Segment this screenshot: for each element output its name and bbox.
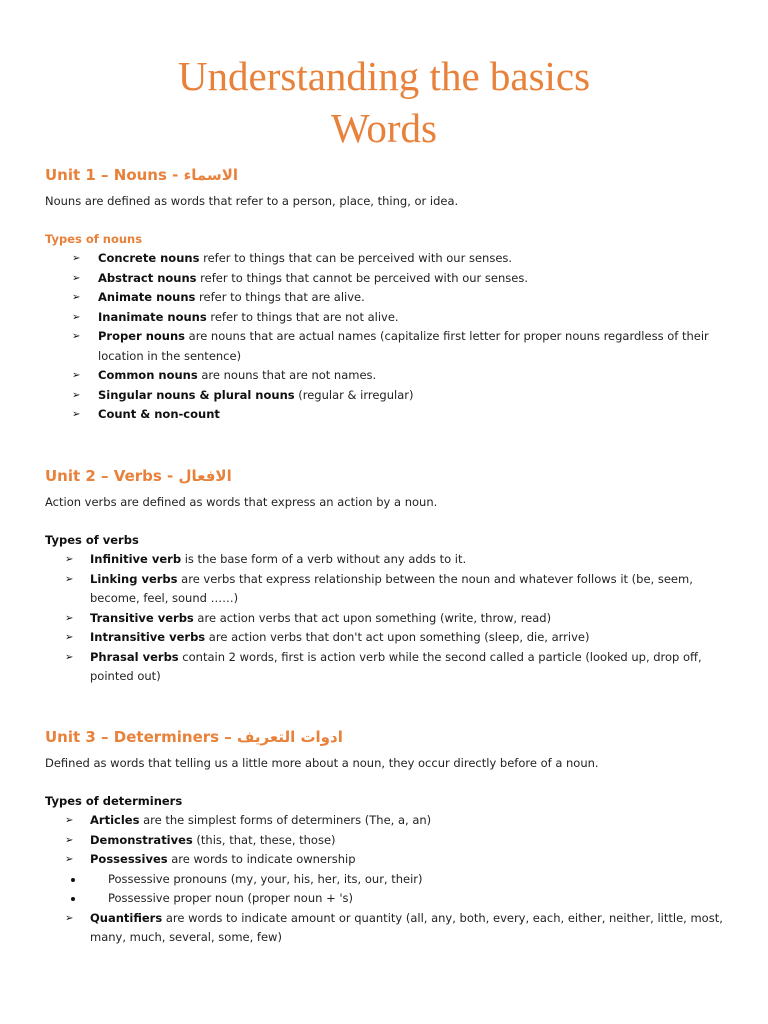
unit-3-description: Defined as words that telling us a little more about a noun, they occur directly before of a noun. [45, 756, 599, 770]
page-title [0, 0, 768, 154]
arrow-bullet-icon: ➢ [72, 253, 81, 264]
arrow-bullet-icon: ➢ [65, 854, 74, 865]
list-item [45, 811, 723, 831]
arrow-bullet-icon: ➢ [72, 389, 81, 401]
unit-2-heading: Unit 2 – Verbs - الافعال [45, 467, 232, 485]
list-item [45, 831, 723, 851]
item-text: are verbs that express relationship between the noun and whatever follows it (be, seem, become, feel, sound ……) [90, 571, 693, 605]
unit-3-section [45, 727, 723, 948]
arrow-bullet-icon: ➢ [65, 612, 74, 624]
list-item [45, 308, 723, 328]
item-text: refer to things that are alive. [195, 290, 365, 304]
unit-1-heading: Unit 1 – Nouns - الاسماء [45, 166, 239, 184]
item-term: Phrasal verbs [90, 649, 179, 664]
arrow-bullet-icon: ➢ [65, 912, 74, 924]
item-term: Infinitive verb [90, 552, 182, 566]
list-item [45, 648, 723, 687]
arrow-bullet-icon: ➢ [72, 292, 81, 303]
item-term: Articles [90, 813, 140, 827]
unit-1-section [45, 165, 723, 425]
item-term: Intransitive verbs [90, 630, 206, 644]
item-term: Linking verbs [90, 571, 178, 586]
item-term: Quantifiers [90, 910, 163, 925]
item-text: refer to things that can be perceived with our senses. [199, 251, 513, 265]
item-text: are action verbs that don't act upon something (sleep, die, arrive) [205, 630, 590, 644]
item-text: (this, that, these, those) [192, 832, 336, 847]
item-text: are nouns that are actual names (capitalize first letter for proper nouns regardless of their location in the sentence) [98, 329, 709, 363]
list-item [45, 405, 723, 425]
unit-3-heading: Unit 3 – Determiners – ادوات التعريف [45, 728, 343, 746]
item-term: Singular nouns & plural nouns [98, 387, 295, 402]
list-item [45, 386, 723, 406]
arrow-bullet-icon: ➢ [72, 331, 81, 342]
item-term: Possessives [90, 852, 168, 866]
arrow-bullet-icon: ➢ [65, 834, 74, 846]
sub-list-item [45, 870, 723, 890]
list-item [45, 288, 723, 308]
unit-1-description: Nouns are defined as words that refer to a person, place, thing, or idea. [45, 194, 459, 208]
list-item [45, 909, 723, 948]
item-term: Proper nouns [98, 329, 186, 343]
item-term: Concrete nouns [98, 251, 200, 265]
arrow-bullet-icon: ➢ [65, 632, 74, 643]
arrow-bullet-icon: ➢ [65, 651, 74, 663]
arrow-bullet-icon: ➢ [72, 272, 81, 284]
list-item [45, 249, 723, 269]
title-line-2: Words [330, 105, 438, 151]
unit-2-section [45, 466, 723, 687]
arrow-bullet-icon: ➢ [72, 370, 81, 381]
item-text: refer to things that cannot be perceived with our senses. [196, 270, 528, 285]
arrow-bullet-icon: ➢ [72, 311, 81, 323]
list-item [45, 570, 723, 609]
item-term: Animate nouns [98, 290, 196, 304]
item-term: Abstract nouns [98, 270, 197, 285]
unit-1-types-label: Types of nouns [45, 232, 143, 246]
item-text: are nouns that are not names. [197, 368, 377, 382]
list-item [45, 609, 723, 629]
unit-3-list [45, 811, 723, 948]
list-item [45, 269, 723, 289]
list-item [45, 550, 723, 570]
arrow-bullet-icon: ➢ [65, 815, 74, 826]
list-item [45, 327, 723, 366]
unit-3-types-label: Types of determiners [45, 794, 183, 808]
item-term: Demonstratives [90, 832, 193, 847]
unit-2-types-label: Types of verbs [45, 533, 139, 547]
arrow-bullet-icon: ➢ [65, 554, 74, 565]
unit-1-list [45, 249, 723, 425]
item-term: Count & non-count [98, 407, 220, 421]
item-text: are action verbs that act upon something (write, throw, read) [193, 610, 552, 625]
list-item [45, 628, 723, 648]
item-term: Inanimate nouns [98, 309, 207, 324]
item-text: refer to things that are not alive. [206, 309, 399, 324]
arrow-bullet-icon: ➢ [65, 573, 74, 585]
item-text: is the base form of a verb without any adds to it. [181, 552, 467, 566]
unit-2-list [45, 550, 723, 687]
item-text: are the simplest forms of determiners (The, a, an) [139, 813, 432, 827]
item-text: contain 2 words, first is action verb while the second called a particle (looked up, drop off, pointed out) [90, 649, 702, 683]
item-text: (regular & irregular) [294, 387, 414, 402]
item-text: are words to indicate amount or quantity (all, any, both, every, each, either, neither, little, most, many, much, several, some, few) [90, 910, 723, 944]
item-text: are words to indicate ownership [167, 852, 356, 866]
list-item [45, 850, 723, 909]
title-line-1: Understanding the basics [177, 53, 591, 99]
item-term: Common nouns [98, 368, 198, 382]
possessives-sublist [45, 870, 723, 909]
item-term: Transitive verbs [90, 610, 194, 625]
unit-2-description: Action verbs are defined as words that express an action by a noun. [45, 495, 438, 509]
list-item [45, 366, 723, 386]
dot-bullet-icon [71, 897, 75, 901]
sub-item-text: Possessive pronouns (my, your, his, her, its, our, their) [108, 871, 423, 886]
dot-bullet-icon [71, 878, 75, 882]
sub-list-item [45, 889, 723, 909]
sub-item-text: Possessive proper noun (proper noun + 's) [108, 891, 354, 905]
arrow-bullet-icon: ➢ [72, 409, 81, 420]
